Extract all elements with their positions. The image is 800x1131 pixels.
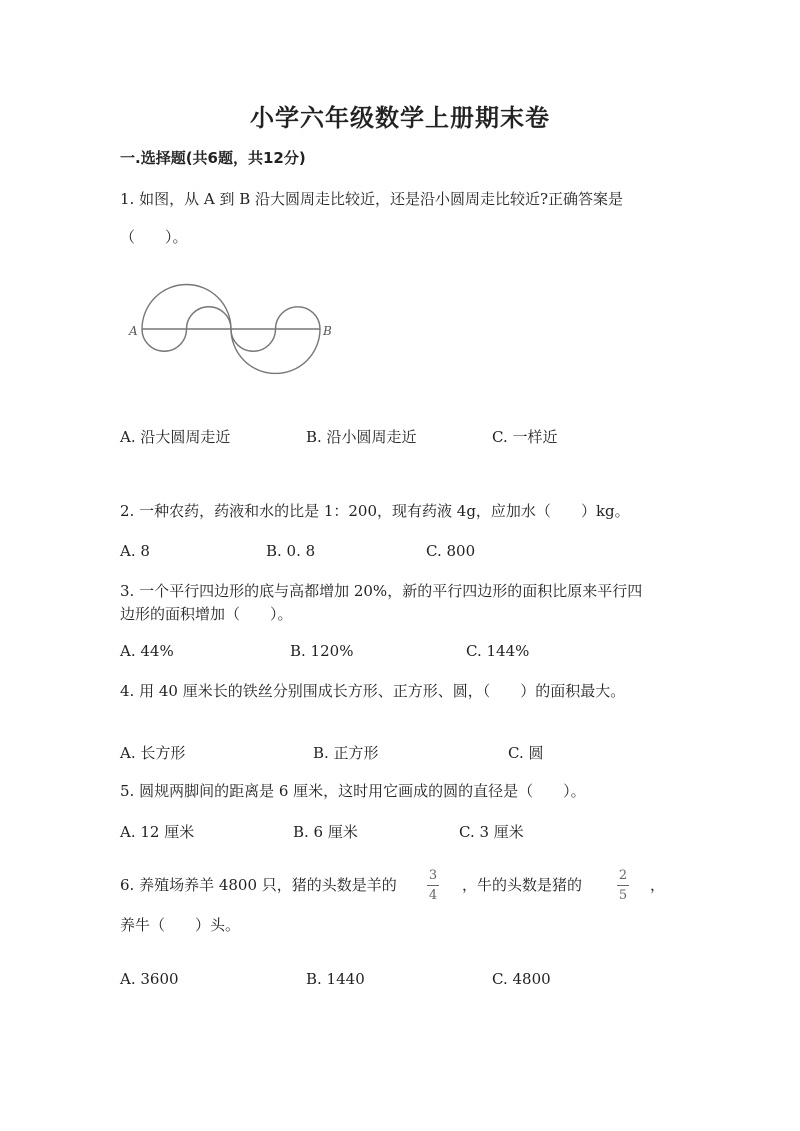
question-6-text-end: ， [650,876,666,894]
question-6-option-a[interactable]: A. 3600 [120,970,179,988]
question-1-option-c[interactable]: C. 一样近 [492,428,558,446]
question-1-text: 1. 如图，从 A 到 B 沿大圆周走比较近，还是沿小圆周走比较近?正确答案是 [120,190,624,208]
question-6-text-mid: ，牛的头数是猪的 [462,876,583,894]
question-4-text: 4. 用 40 厘米长的铁丝分别围成长方形、正方形、圆，（ ）的面积最大。 [120,682,626,700]
question-6-option-b[interactable]: B. 1440 [306,970,365,988]
question-6-text-cont: 养牛（ ）头。 [120,916,241,934]
question-3-option-b[interactable]: B. 120% [290,642,354,660]
question-5-text: 5. 圆规两脚间的距离是 6 厘米，这时用它画成的圆的直径是（ ）。 [120,782,586,800]
question-3-option-a[interactable]: A. 44% [120,642,174,660]
question-3-text: 3. 一个平行四边形的底与高都增加 20%，新的平行四边形的面积比原来平行四 [120,582,643,600]
question-1-option-a[interactable]: A. 沿大圆周走近 [120,428,231,446]
question-1-text-cont: （ ）。 [120,228,188,246]
question-5-option-b[interactable]: B. 6 厘米 [293,823,358,841]
page-title: 小学六年级数学上册期末卷 [250,104,550,132]
question-6-option-c[interactable]: C. 4800 [492,970,551,988]
question-4-option-a[interactable]: A. 长方形 [120,744,186,762]
question-4-option-b[interactable]: B. 正方形 [313,744,379,762]
fraction-numerator: 2 [618,868,628,883]
question-1-option-b[interactable]: B. 沿小圆周走近 [306,428,417,446]
question-2-option-a[interactable]: A. 8 [120,542,150,560]
question-2-option-b[interactable]: B. 0. 8 [266,542,316,560]
fraction-two-fifths [616,868,630,903]
question-6-text: 6. 养殖场养羊 4800 只，猪的头数是羊的 [120,876,397,894]
question-5-option-c[interactable]: C. 3 厘米 [459,823,524,841]
fraction-denominator: 5 [618,888,628,903]
question-4-option-c[interactable]: C. 圆 [508,744,544,762]
fraction-three-quarters [426,868,440,903]
question-1-figure [120,270,340,390]
question-2-option-c[interactable]: C. 800 [426,542,476,560]
question-2-text: 2. 一种农药，药液和水的比是 1：200，现有药液 4g，应加水（ ）kg。 [120,502,630,520]
fraction-numerator: 3 [428,868,438,883]
question-3-option-c[interactable]: C. 144% [466,642,530,660]
section-heading: 一.选择题(共6题，共12分) [120,149,306,167]
label-b: B [323,324,332,338]
fraction-denominator: 4 [428,888,438,903]
question-3-text-cont: 边形的面积增加（ ）。 [120,605,293,623]
question-5-option-a[interactable]: A. 12 厘米 [120,823,195,841]
label-a: A [129,324,138,338]
